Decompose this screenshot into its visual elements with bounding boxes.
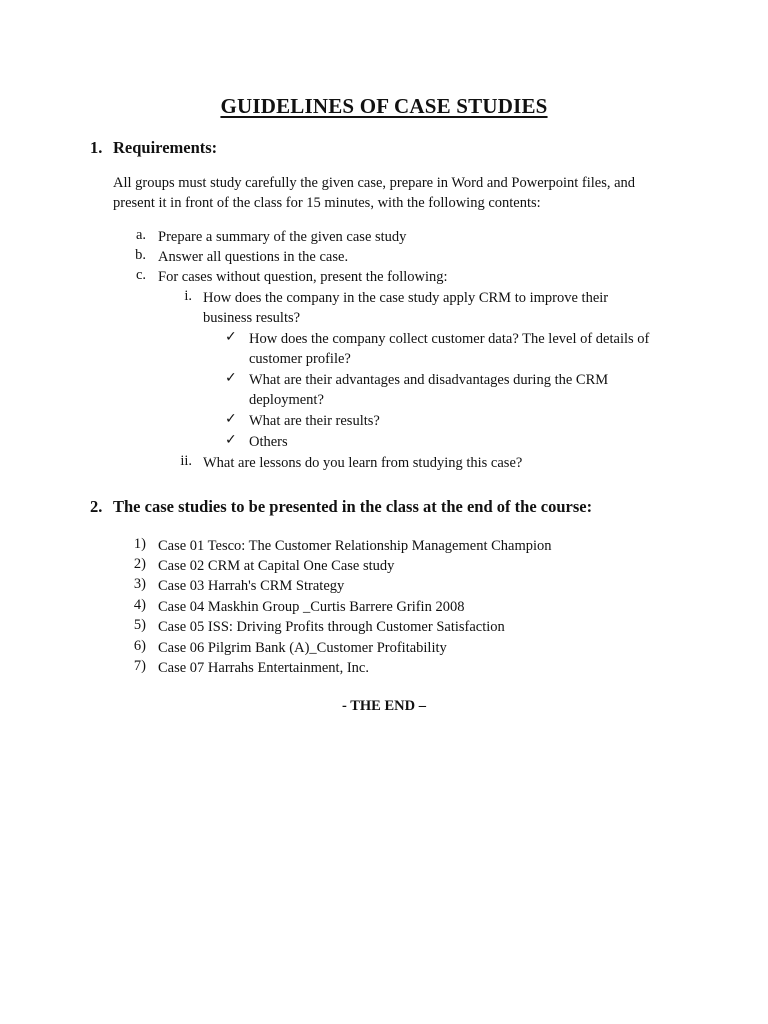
check-item-continued: deployment? [249,392,324,408]
section-2-heading: The case studies to be presented in the class at the end of the course: [113,497,593,516]
section-2-number: 2. [90,497,103,516]
case-item: Case 05 ISS: Driving Profits through Customer Satisfaction [158,619,505,635]
section-1-intro-line-2: present it in front of the class for 15 minutes, with the following contents: [113,195,541,211]
case-marker: 1) [133,536,146,552]
check-item-continued: customer profile? [249,351,351,367]
case-marker: 3) [133,576,146,592]
list-marker: c. [135,267,146,283]
section-1-heading: Requirements: [113,138,218,157]
check-item: What are their advantages and disadvantages during the CRM [249,372,609,388]
checkmark-icon: ✓ [225,411,237,427]
checkmark-icon: ✓ [225,432,237,448]
case-marker: 6) [133,638,146,654]
roman-marker: i. [184,288,192,304]
case-item: Case 07 Harrahs Entertainment, Inc. [158,660,369,676]
the-end-text: - THE END – [342,698,426,714]
case-item: Case 03 Harrah's CRM Strategy [158,578,345,594]
list-item: Answer all questions in the case. [158,249,349,265]
checkmark-icon: ✓ [225,329,237,345]
case-marker: 4) [133,597,146,613]
list-marker: b. [135,247,146,263]
check-item: What are their results? [249,413,380,429]
section-1-number: 1. [90,138,103,157]
page-title: GUIDELINES OF CASE STUDIES [220,94,548,118]
case-marker: 5) [133,617,146,633]
case-item: Case 04 Maskhin Group _Curtis Barrere Grifin 2008 [158,599,465,615]
check-item: How does the company collect customer data? The level of details of [249,331,650,347]
list-marker: a. [135,227,146,243]
sub-list-item: How does the company in the case study apply CRM to improve their [203,290,609,306]
list-item: Prepare a summary of the given case study [158,229,407,245]
case-marker: 7) [133,658,146,674]
checkmark-icon: ✓ [225,370,237,386]
case-item: Case 06 Pilgrim Bank (A)_Customer Profitability [158,640,447,656]
case-item: Case 01 Tesco: The Customer Relationship Management Champion [158,538,552,554]
check-item: Others [249,434,288,450]
roman-marker: ii. [180,453,192,469]
list-item: For cases without question, present the following: [158,269,448,285]
case-marker: 2) [133,556,146,572]
section-1-intro-line-1: All groups must study carefully the given case, prepare in Word and Powerpoint files, and [113,175,636,191]
sub-list-item: What are lessons do you learn from studying this case? [203,455,523,471]
sub-list-item-continued: business results? [203,310,301,326]
case-item: Case 02 CRM at Capital One Case study [158,558,395,574]
